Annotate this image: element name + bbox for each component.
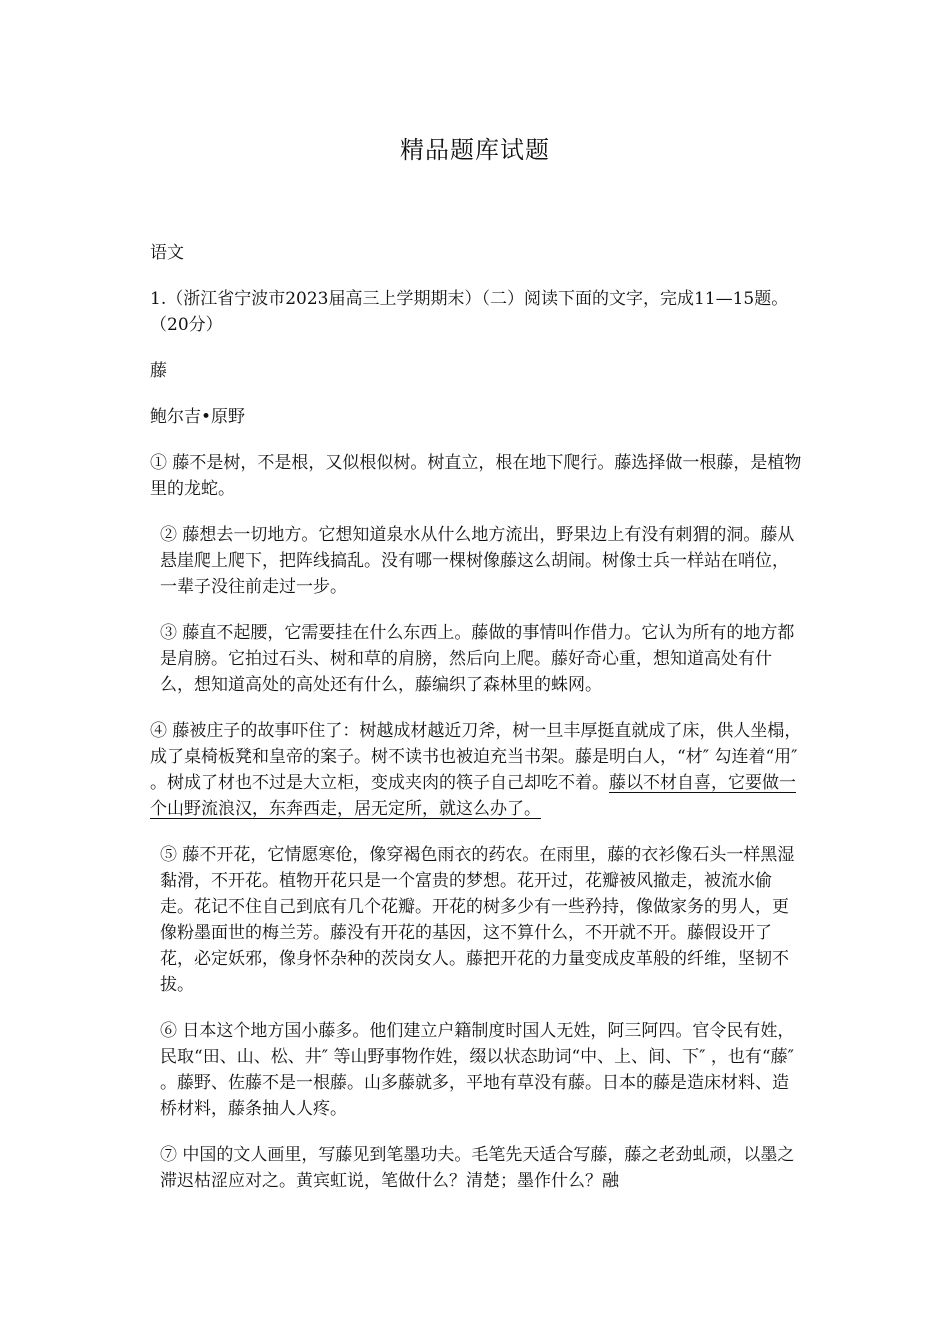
paragraph-4: [150, 718, 805, 822]
essay-title: 藤: [150, 361, 167, 381]
essay-author: 鲍尔吉•原野: [150, 407, 246, 427]
subject-label: 语文: [150, 243, 184, 263]
paragraph-5: ⑤ 藤不开花，它情愿寒伧，像穿褐色雨衣的药农。在雨里，藤的衣衫像石头一样黑湿黏滑，不开花。植物开花只是一个富贵的梦想。花开过，花瓣被风撤走，被流水偷走。花记不住自己到底有几个花瓣。开花的树多少有一些矜持，像做家务的男人，更像粉墨面世的梅兰芳。藤没有开花的基因，这不算什么，不开就不开。藤假设开了花，必定妖邪，像身怀杂种的茨岗女人。藤把开花的力量变成皮革般的纤维，坚韧不拔。: [160, 845, 795, 995]
paragraph-1: ① 藤不是树，不是根，又似根似树。树直立，根在地下爬行。藤选择做一根藤，是植物里的龙蛇。: [150, 453, 802, 499]
paragraph-3: ③ 藤直不起腰，它需要挂在什么东西上。藤做的事情叫作借力。它认为所有的地方都是肩膀。它拍过石头、树和草的肩膀，然后向上爬。藤好奇心重，想知道高处有什么，想知道高处的高处还有什么，藤编织了森林里的蛛网。: [160, 623, 795, 695]
question-intro: 1.（浙江省宁波市2023届高三上学期期末）（二）阅读下面的文字，完成11—15题。（20分）: [150, 289, 789, 335]
paragraph-6: ⑥ 日本这个地方国小藤多。他们建立户籍制度时国人无姓，阿三阿四。官令民有姓，民取“田、山、松、井″ 等山野事物作姓，缀以状态助词“中、上、间、下″ ，也有“藤″ 。藤野、佐藤不是一根藤。山多藤就多，平地有草没有藤。日本的藤是造床材料、造桥材料，藤条抽人人疼。: [160, 1021, 795, 1119]
paragraph-4-text: ④ 藤被庄子的故事吓住了：树越成材越近刀斧，树一旦丰厚挺直就成了床，供人坐榻，成了桌椅板凳和皇帝的案子。树不读书也被迫充当书架。藤是明白人，“材″ 勾连着“用″ 。树成了材也不过是大立柜，变成夹肉的筷子自己却吃不着。: [150, 721, 802, 793]
paragraph-2: ② 藤想去一切地方。它想知道泉水从什么地方流出，野果边上有没有刺猬的洞。藤从悬崖爬上爬下，把阵线搞乱。没有哪一棵树像藤这么胡闹。树像士兵一样站在哨位，一辈子没往前走过一步。: [160, 525, 795, 597]
paragraph-4-underlined-sentence: 藤以不材自喜，它要做一个山野流浪汉，东奔西走，居无定所，就这么办了。: [150, 773, 796, 819]
page-title: 精品题库试题: [400, 136, 550, 164]
paragraph-7: ⑦ 中国的文人画里，写藤见到笔墨功夫。毛笔先天适合写藤，藤之老劲虬顽，以墨之滞迟枯涩应对之。黄宾虹说，笔做什么？清楚；墨作什么？融: [160, 1145, 795, 1191]
document-body: [150, 240, 805, 1214]
